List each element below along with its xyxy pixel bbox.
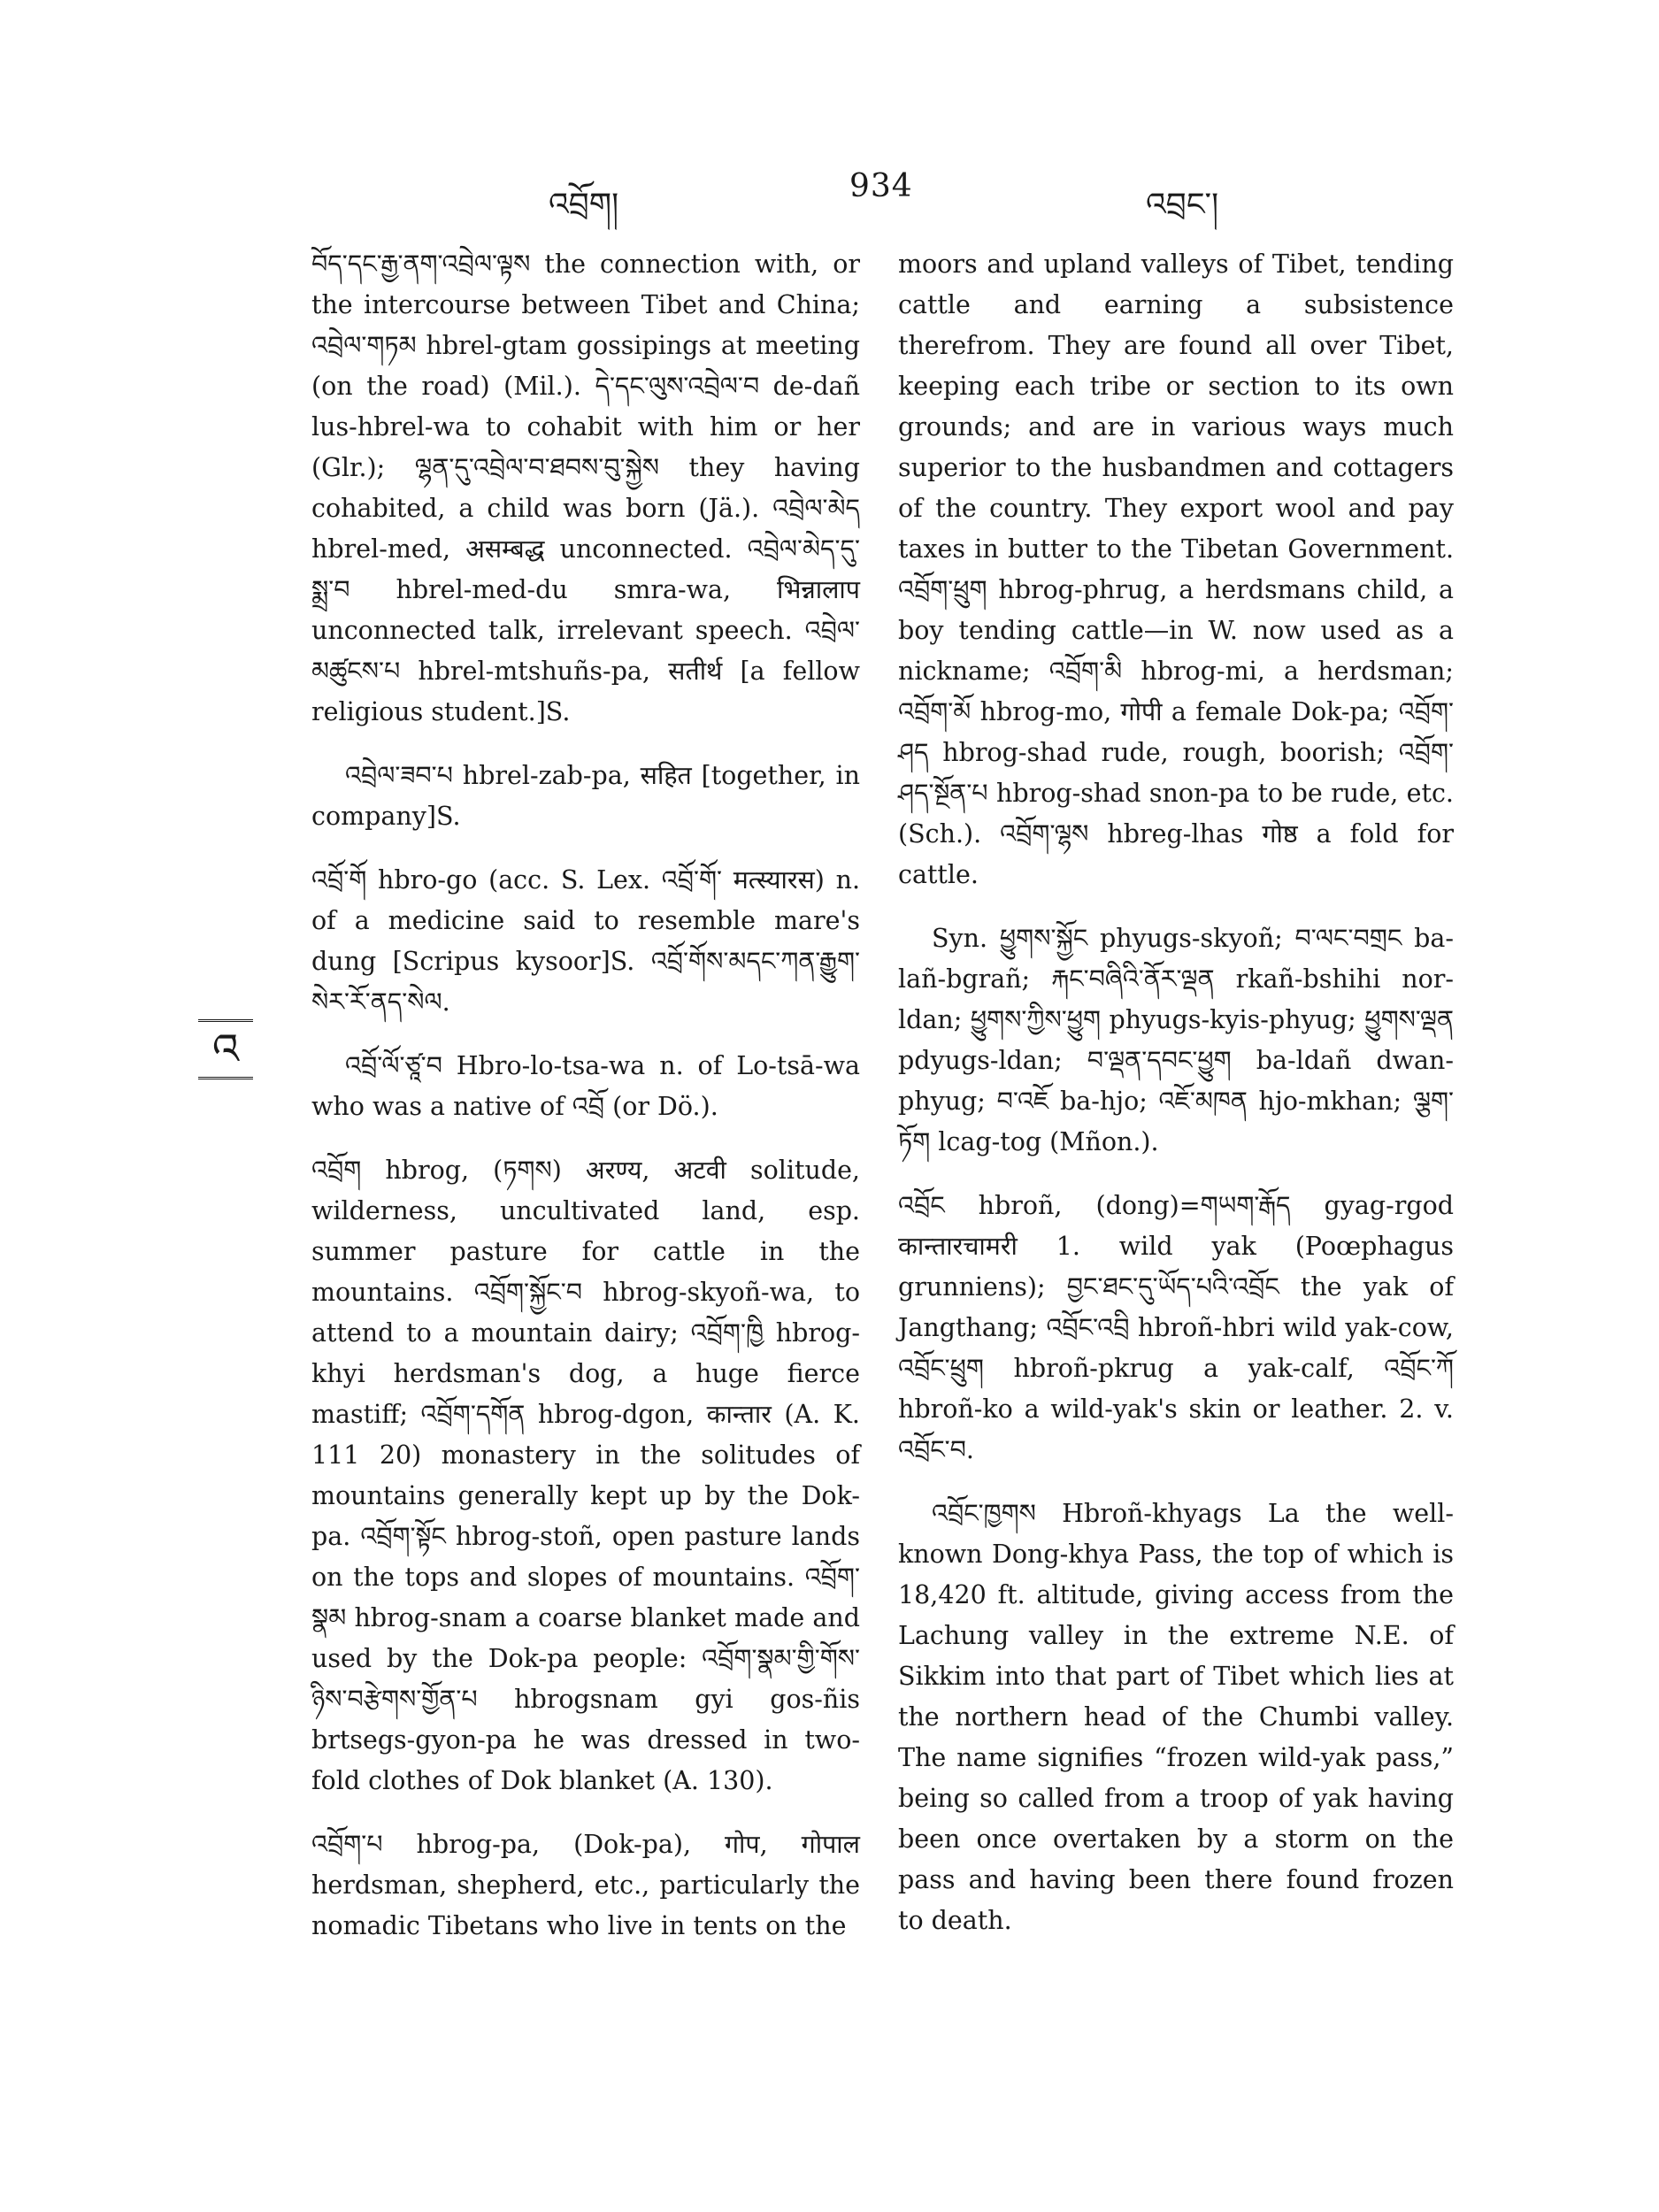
entry-hbron-khyags-la: འབྲོང་ཁྱགས Hbroñ-khyags La the well-known Dong-khya Pass, the top of which is 18,420 ft. altitude, giving access from the Lachung valley in the extreme N.E. of Sikkim into that part of Tibet which lies at the northern head of the Chumbi valley. The name signifies “frozen wild-yak pass,” being so called from a troop of yak having been once overtaken by a storm on the pass and having been there found frozen to death. <box>898 1499 1454 1935</box>
entry-hbro-go: འབྲོ་གོ hbro-go (acc. S. Lex. འབྲོ་གོ་ मत्स्यारस) n. of a medicine said to resemble mare's dung [Scripus kysoor]S. འབྲོ་གོས་མདང་ཀན་རྒྱུག་སེར་རོ་ནད་སེལ. <box>311 865 860 1017</box>
entry-synonyms: Syn. ཕྱུགས་སྐྱོང phyugs-skyoñ; བ་ལང་བགྲང ba-lañ-bgrañ; རྐང་བཞིའི་ནོར་ལྡན rkañ-bshihi nor-ldan; ཕྱུགས་ཀྱིས་ཕྱུག phyugs-kyis-phyug; ཕྱུགས་ལྡན pdyugs-ldan; བ་ལྡན་དབང་ཕྱུག ba-ldañ dwan-phyug; བ་འཇོ ba-hjo; འཇོ་མཁན hjo-mkhan; ལྕག་ཏོག lcag-tog (Mñon.). <box>898 924 1454 1156</box>
entry-hbro-lo-tsa-wa: འབྲོ་ལོ་ཙཱ་བ Hbro-lo-tsa-wa n. of Lo-tsā-wa who was a native of འབྲོ (or Dö.). <box>311 1051 860 1121</box>
entry-hbron: འབྲོང hbroñ, (dong)=གཡག་རྒོད gyag-rgod कान्तारचामरी 1. wild yak (Poœphagus grunniens); བྱང་ཐང་དུ་ཡོད་པའི་འབྲོང the yak of Jangthang; འབྲོང་འབྲི hbroñ-hbri wild yak-cow, འབྲོང་ཕྲུག hbroñ-pkrug a yak-calf, འབྲོང་ཀོ hbroñ-ko a wild-yak's skin or leather. 2. v. འབྲོང་བ. <box>898 1191 1454 1464</box>
header-left-guideword: འབྲོག། <box>549 187 619 223</box>
page-header <box>0 168 1659 221</box>
entry-hbrog-pa: འབྲོག་པ hbrog-pa, (Dok-pa), गोप, गोपाल herdsman, shepherd, etc., particularly the nomadic Tibetans who live in tents on the <box>311 1830 860 1940</box>
entry-hbrel-continued: བོད་དང་རྒྱ་ནག་འབྲེལ་ལྟས the connection with, or the intercourse between Tibet and China; འབྲེལ་གཏམ hbrel-gtam gossipings at meeting (on the road) (Mil.). དེ་དང་ལུས་འབྲེལ་བ de-dañ lus-hbrel-wa to cohabit with him or her (Glr.); ལྷན་དུ་འབྲེལ་བ་ཐབས་བུ་སྐྱེས they having cohabited, a child was born (Jä.). འབྲེལ་མེད hbrel-med, असम्बद्ध unconnected. འབྲེལ་མེད་དུ་སྨྲ་བ hbrel-med-du smra-wa, भिन्नालाप unconnected talk, irrelevant speech. འབྲེལ་མཚུངས་པ hbrel-mtshuñs-pa, सतीर्थ [a fellow religious student.]S. <box>311 250 860 726</box>
side-letter-marker: འ <box>198 1019 253 1079</box>
entry-hbrel-zab-pa: འབྲེལ་ཟབ་པ hbrel-zab-pa, सहित [together, in company]S. <box>311 761 860 831</box>
entry-hbrog: འབྲོག hbrog, (ཏགས) अरण्य, अटवी solitude, wilderness, uncultivated land, esp. summer pasture for cattle in the mountains. འབྲོག་སྐྱོང་བ hbrog-skyoñ-wa, to attend to a mountain dairy; འབྲོག་ཁྱི hbrog-khyi herdsman's dog, a huge fierce mastiff; འབྲོག་དགོན hbrog-dgon, कान्तार (A. K. 111 20) monastery in the solitudes of mountains generally kept up by the Dok-pa. འབྲོག་སྟོང hbrog-stoñ, open pasture lands on the tops and slopes of mountains. འབྲོག་སྣམ hbrog-snam a coarse blanket made and used by the Dok-pa people: འབྲོག་སྣམ་གྱི་གོས་ཉིས་བརྩེགས་གྱོན་པ hbrogsnam gyi gos-ñis brtsegs-gyon-pa he was dressed in two-fold clothes of Dok blanket (A. 130). <box>311 1156 860 1795</box>
left-column <box>311 244 860 1970</box>
header-right-guideword: འབྲང་། <box>1146 187 1219 223</box>
right-column <box>898 244 1454 1964</box>
entry-hbrog-pa-continued: moors and upland valleys of Tibet, tending cattle and earning a subsistence therefrom. They are found all over Tibet, keeping each tribe or section to its own grounds; and are in various ways much superior to the husbandmen and cottagers of the country. They export wool and pay taxes in butter to the Tibetan Government. འབྲོག་ཕྲུག hbrog-phrug, a herdsmans child, a boy tending cattle—in W. now used as a nickname; འབྲོག་མི hbrog-mi, a herdsman; འབྲོག་མོ hbrog-mo, गोपी a female Dok-pa; འབྲོག་ཤད hbrog-shad rude, rough, boorish; འབྲོག་ཤད་སྔོན་པ hbrog-shad snon-pa to be rude, etc. (Sch.). འབྲོག་ལྷས hbreg-lhas गोष्ठ a fold for cattle. <box>898 250 1454 889</box>
page-number: 934 <box>849 168 913 204</box>
